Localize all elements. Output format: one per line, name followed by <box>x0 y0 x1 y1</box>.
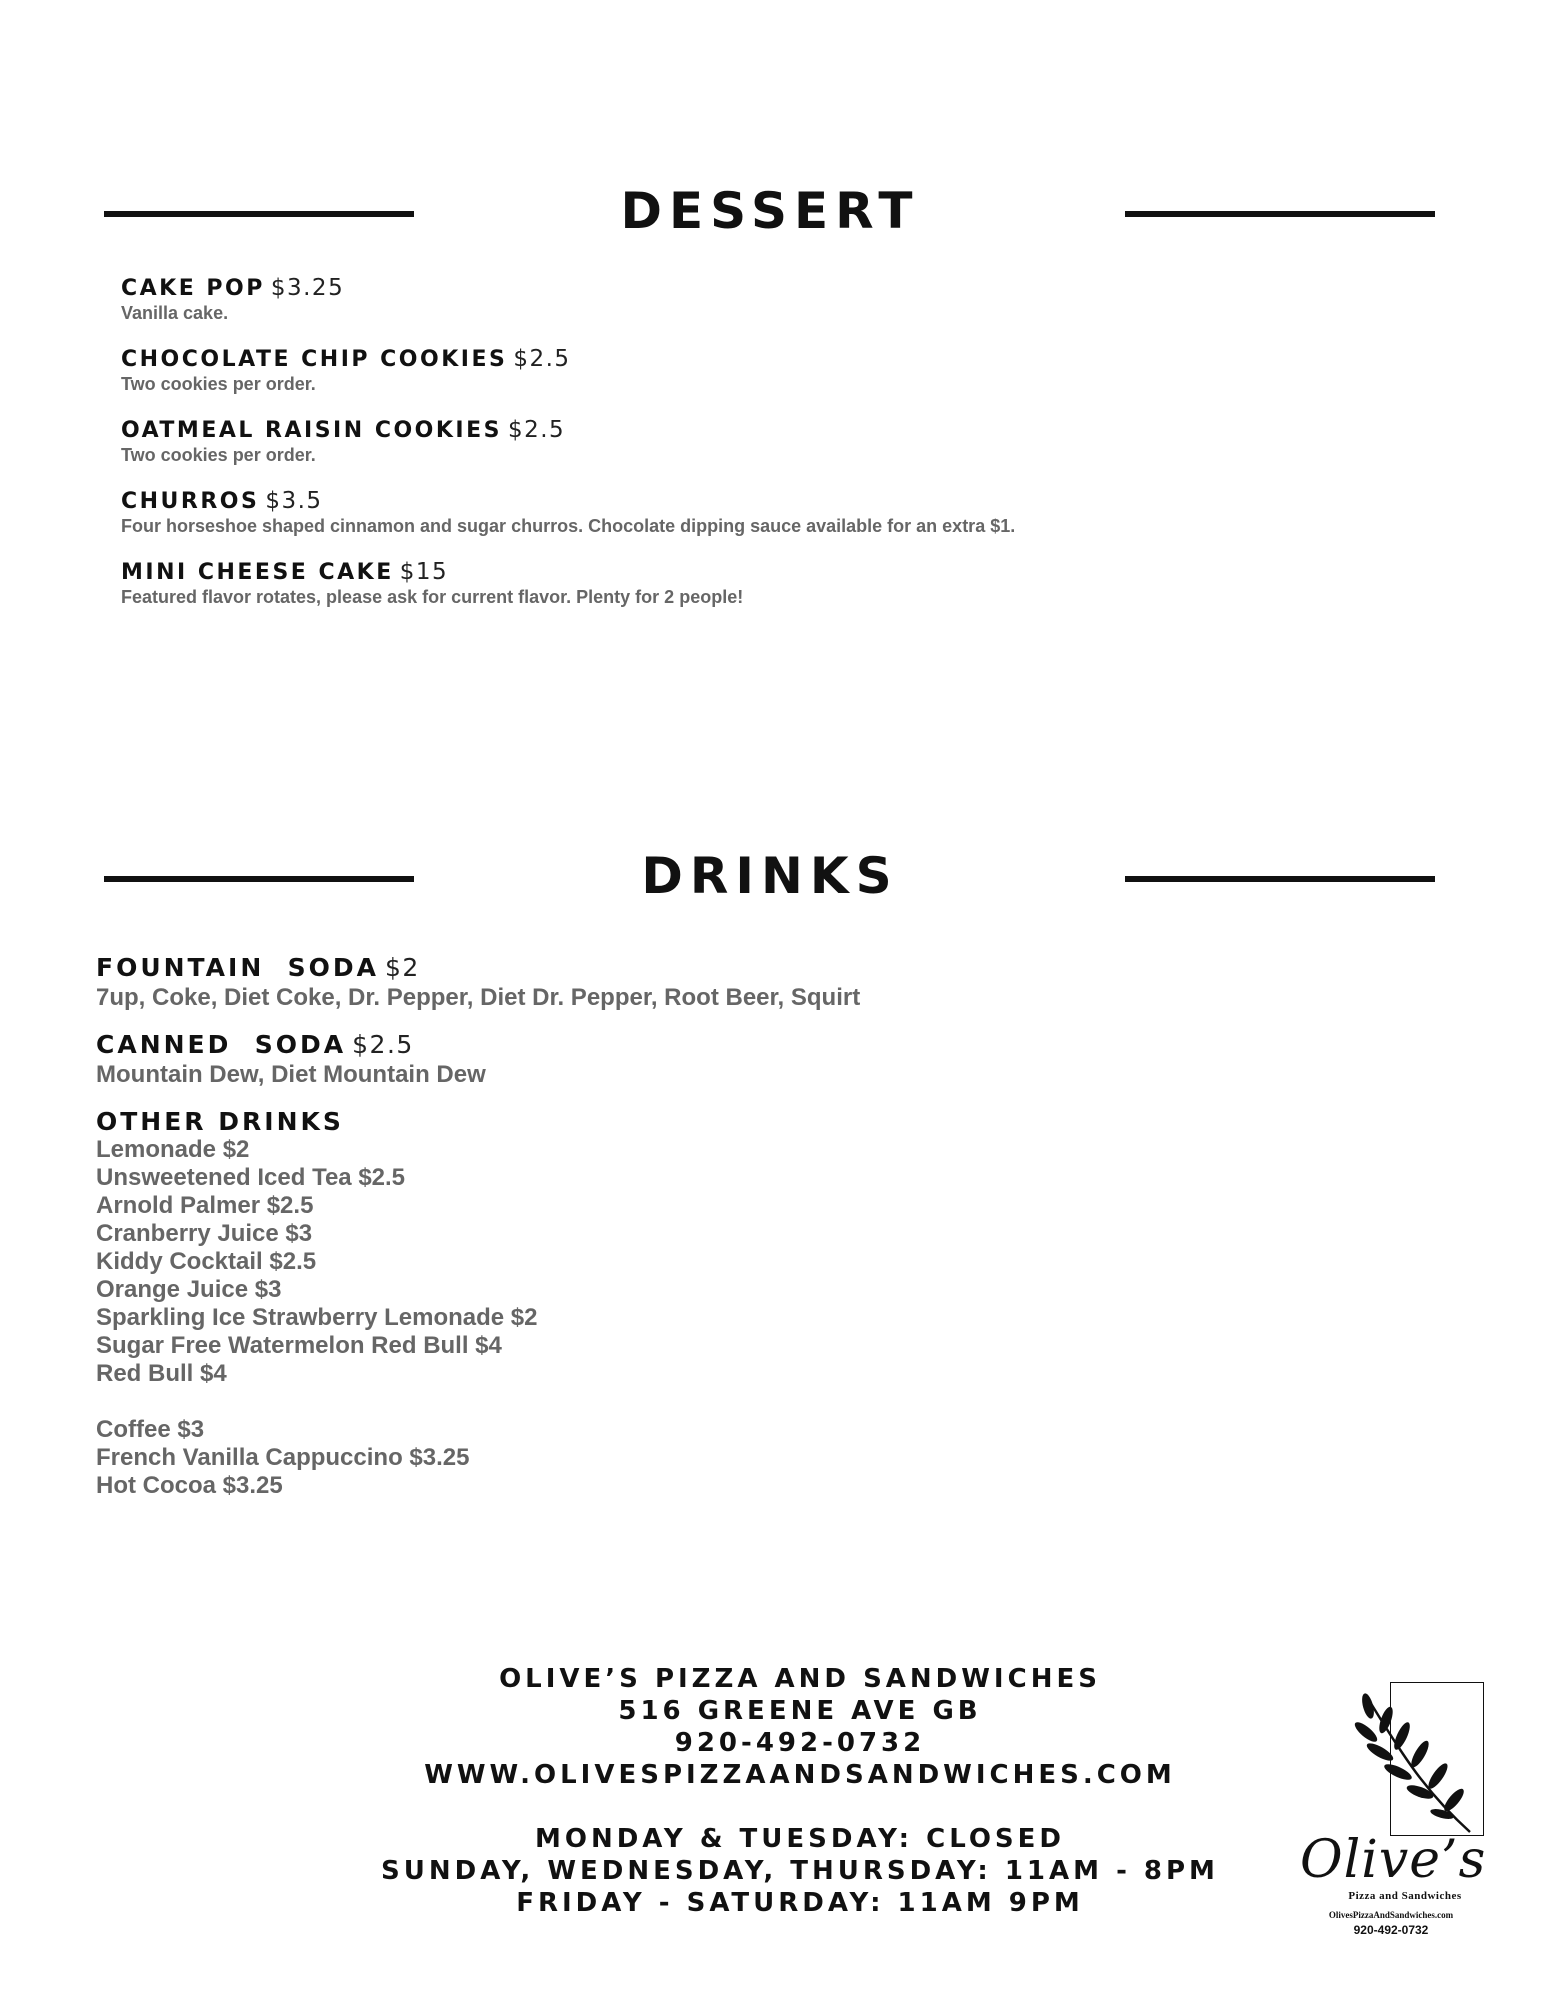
drinks-right-rule <box>1125 876 1435 882</box>
address: 516 GREENE AVE GB <box>618 1696 982 1726</box>
dessert-right-rule <box>1125 211 1435 217</box>
drinks-left-rule <box>104 876 414 882</box>
dessert-item <box>121 488 1421 537</box>
list-item: Sparkling Ice Strawberry Lemonade $2 <box>96 1304 538 1331</box>
item-price: $2.5 <box>352 1030 414 1059</box>
item-description: Four horseshoe shaped cinnamon and sugar churros. Chocolate dipping sauce available for an extra $1. <box>121 516 1016 536</box>
dessert-left-rule <box>104 211 414 217</box>
dessert-list <box>121 275 1421 630</box>
drinks-title: DRINKS <box>641 847 899 905</box>
list-item: Arnold Palmer $2.5 <box>96 1192 314 1219</box>
list-item: Unsweetened Iced Tea $2.5 <box>96 1164 406 1191</box>
drink-item <box>96 1030 1396 1089</box>
item-name: FOUNTAIN SODA <box>96 953 380 982</box>
dessert-item <box>121 275 1421 324</box>
logo-phone: 920-492-0732 <box>1353 1923 1429 1937</box>
list-item: Cranberry Juice $3 <box>96 1220 313 1247</box>
olives-logo <box>1300 1682 1487 1942</box>
item-name: OATMEAL RAISIN COOKIES <box>121 418 502 443</box>
footer-info <box>300 1663 1300 1919</box>
item-description: Vanilla cake. <box>121 303 229 323</box>
spacer <box>300 1791 1300 1823</box>
hours-line: MONDAY & TUESDAY: CLOSED <box>534 1824 1065 1854</box>
olive-branch-icon <box>1350 1692 1480 1842</box>
item-name: CAKE POP <box>121 276 265 301</box>
drinks-list <box>96 953 1396 1518</box>
item-name: CANNED SODA <box>96 1030 347 1059</box>
dessert-item <box>121 559 1421 608</box>
dessert-item <box>121 346 1421 395</box>
list-item: Hot Cocoa $3.25 <box>96 1472 283 1499</box>
logo-subtitle: Pizza and Sandwiches <box>1348 1890 1462 1902</box>
list-item: Coffee $3 <box>96 1416 205 1443</box>
list-item: Red Bull $4 <box>96 1360 227 1387</box>
dessert-title: DESSERT <box>620 182 920 240</box>
hours-line: FRIDAY - SATURDAY: 11AM 9PM <box>516 1888 1084 1918</box>
list-item: French Vanilla Cappuccino $3.25 <box>96 1444 470 1471</box>
restaurant-name: OLIVE’S PIZZA AND SANDWICHES <box>499 1664 1101 1694</box>
item-name: CHURROS <box>121 489 260 514</box>
item-description: 7up, Coke, Diet Coke, Dr. Pepper, Diet Dr. Pepper, Root Beer, Squirt <box>96 984 861 1011</box>
dessert-item <box>121 417 1421 466</box>
item-description: Two cookies per order. <box>121 374 316 394</box>
list-item: Orange Juice $3 <box>96 1276 282 1303</box>
item-price: $15 <box>399 559 449 585</box>
spacer <box>96 1388 1396 1416</box>
list-item: Kiddy Cocktail $2.5 <box>96 1248 317 1275</box>
item-price: $3.25 <box>270 275 345 301</box>
item-name: MINI CHEESE CAKE <box>121 560 394 585</box>
item-price: $2.5 <box>507 417 566 443</box>
other-drinks <box>96 1107 1396 1500</box>
website: WWW.OLIVESPIZZAANDSANDWICHES.COM <box>424 1760 1176 1790</box>
item-description: Featured flavor rotates, please ask for current flavor. Plenty for 2 people! <box>121 587 744 607</box>
list-item: Lemonade $2 <box>96 1136 250 1163</box>
list-item: Sugar Free Watermelon Red Bull $4 <box>96 1332 502 1359</box>
item-price: $2.5 <box>513 346 571 372</box>
hours-line: SUNDAY, WEDNESDAY, THURSDAY: 11AM - 8PM <box>381 1856 1219 1886</box>
item-name: CHOCOLATE CHIP COOKIES <box>121 347 508 372</box>
item-description: Two cookies per order. <box>121 445 316 465</box>
drink-item <box>96 953 1396 1012</box>
item-price: $2 <box>385 953 420 982</box>
phone-number: 920-492-0732 <box>674 1728 926 1758</box>
logo-url: OlivesPizzaAndSandwiches.com <box>1328 1910 1454 1920</box>
logo-script-text: Olive’s <box>1300 1830 1487 1890</box>
other-drinks-title: OTHER DRINKS <box>96 1107 344 1136</box>
item-price: $3.5 <box>265 488 323 514</box>
item-description: Mountain Dew, Diet Mountain Dew <box>96 1061 486 1088</box>
